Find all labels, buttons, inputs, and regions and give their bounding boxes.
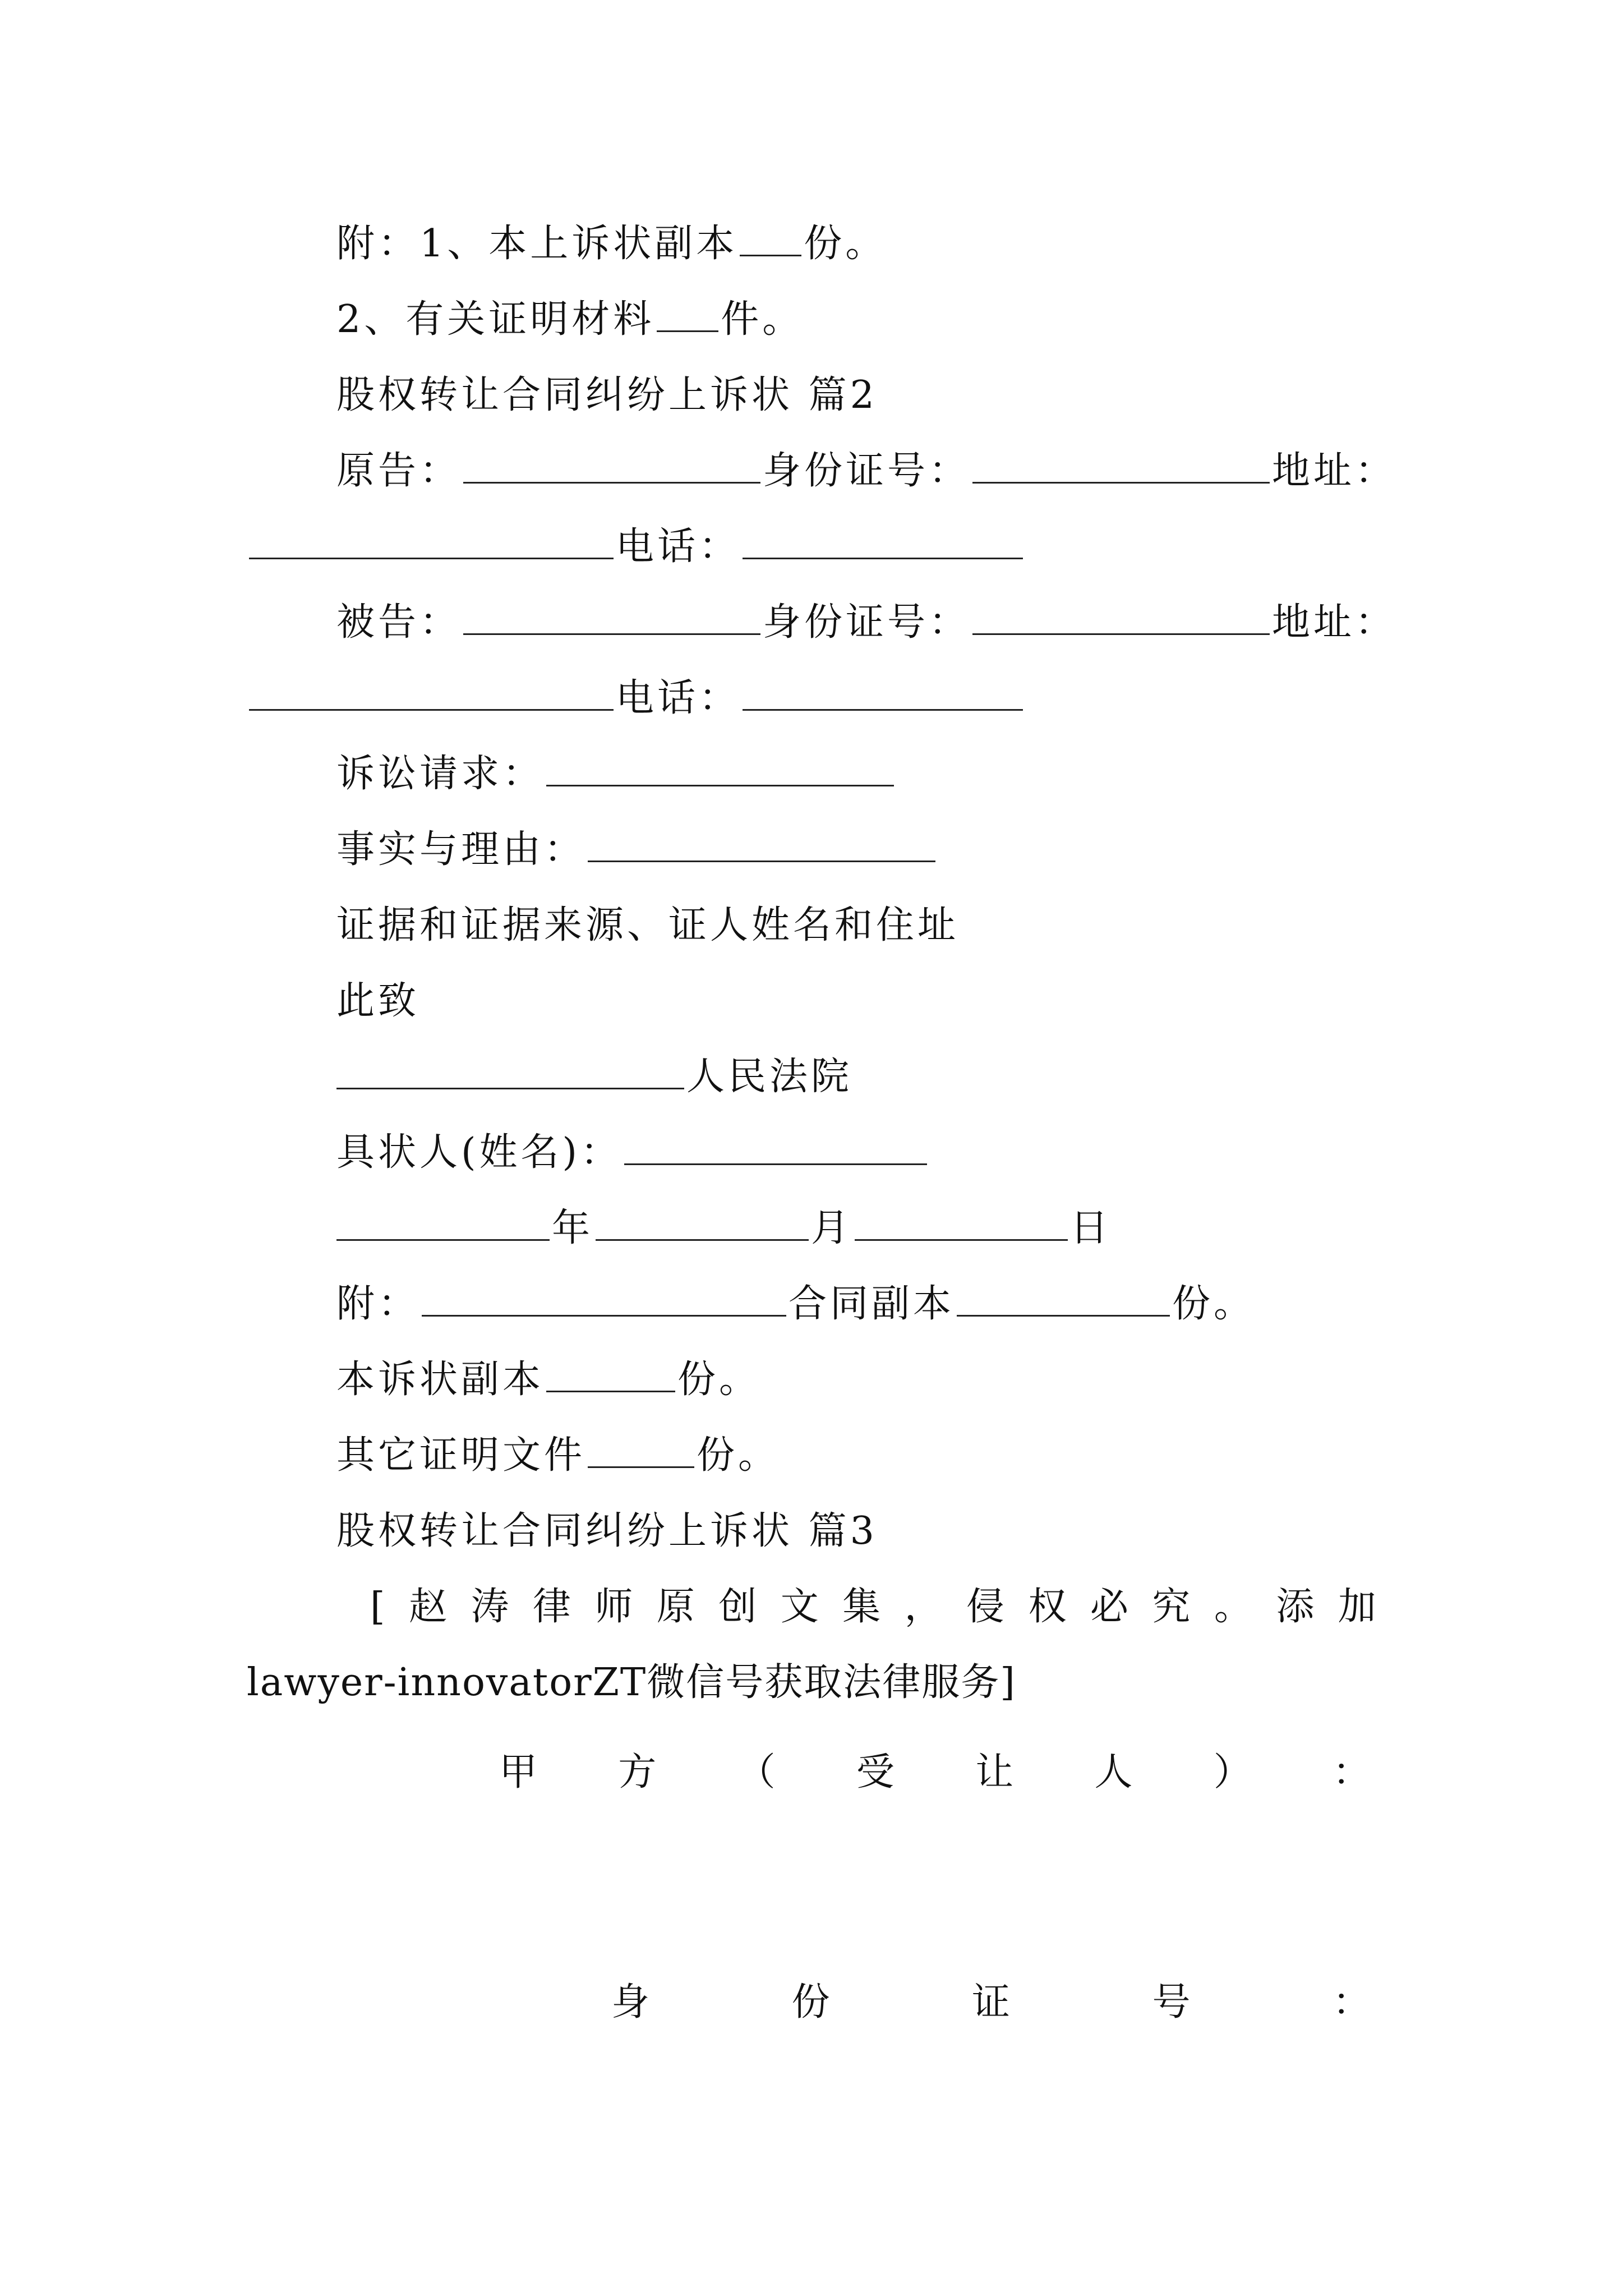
plaintiff-line [336, 446, 1397, 496]
defendant-row [336, 597, 1397, 648]
party-a-char: ） [1213, 1750, 1255, 1795]
date-year: 年 [552, 1206, 594, 1250]
blank-field [249, 524, 614, 559]
court-suffix: 人民法院 [686, 1055, 853, 1099]
party-a-char: （ [737, 1750, 779, 1795]
notice-line-2: lawyer-innovatorZT微信号获取法律服务] [247, 1660, 1016, 1705]
party-a-char: 人 [1094, 1750, 1136, 1795]
notice-char: 究 [1152, 1585, 1194, 1629]
attach-contract-prefix: 附： [336, 1282, 420, 1326]
plaintiff-phone-line [247, 522, 1025, 572]
plaintiff-address-label: 地址： [1272, 449, 1397, 493]
notice-char: 权 [1028, 1585, 1070, 1629]
id-number-char: ： [1332, 1980, 1374, 2024]
other-docs-line [336, 1430, 780, 1481]
plaintiff-phone-label: 电话： [616, 524, 741, 569]
plaintiff-row [336, 446, 1397, 496]
court-line [336, 1052, 852, 1102]
id-number-char: 号 [1152, 1980, 1194, 2024]
signer-label: 具状人(姓名)： [336, 1130, 623, 1175]
notice-char: 必 [1090, 1585, 1132, 1629]
id-number-char: 证 [971, 1980, 1013, 2024]
blank-field [588, 1433, 694, 1468]
defendant-phone-line [247, 673, 1025, 724]
id-number-char: 份 [791, 1980, 833, 2024]
party-a-char: 方 [618, 1750, 660, 1795]
attach-contract-suffix: 份。 [1172, 1282, 1256, 1326]
party-a-line [499, 1747, 1374, 1798]
id-number-line [611, 1977, 1374, 2028]
notice-char: 师 [594, 1585, 637, 1629]
attachment-line-1 [336, 219, 887, 269]
date-day: 日 [1070, 1206, 1112, 1250]
defendant-line [336, 597, 1397, 648]
date-month: 月 [811, 1206, 853, 1250]
other-docs-suffix: 份。 [697, 1433, 780, 1478]
plaintiff-label: 原告： [336, 449, 462, 493]
notice-char: ， [904, 1585, 946, 1629]
section-heading-3: 股权转让合同纠纷上诉状 篇3 [336, 1509, 878, 1553]
facts-label: 事实与理由： [336, 827, 586, 872]
notice-char: 涛 [471, 1585, 513, 1629]
blank-field [422, 1281, 786, 1317]
notice-char: 加 [1338, 1585, 1380, 1629]
party-a-char: 甲 [499, 1750, 541, 1795]
blank-field [743, 524, 1023, 559]
notice-char: 侵 [966, 1585, 1008, 1629]
attachment-line-2 [336, 295, 804, 345]
section-heading-2: 股权转让合同纠纷上诉状 篇2 [336, 373, 878, 417]
attach-contract-middle: 合同副本 [789, 1282, 955, 1326]
party-a-char: 让 [975, 1750, 1017, 1795]
blank-field [463, 600, 760, 635]
attach-contract-line [336, 1279, 1255, 1329]
copies-suffix: 份。 [677, 1358, 761, 1402]
attachment-1-prefix: 附：1、本上诉状副本 [336, 222, 738, 266]
defendant-label-group [336, 597, 1272, 648]
defendant-phone-label: 电话： [616, 676, 741, 720]
copies-prefix: 本诉状副本 [336, 1358, 545, 1402]
notice-char: 添 [1276, 1585, 1318, 1629]
date-line [336, 1203, 1112, 1254]
blank-field [972, 448, 1270, 484]
other-docs-prefix: 其它证明文件 [336, 1433, 586, 1478]
blank-field [336, 1054, 684, 1089]
notice-char: 文 [780, 1585, 822, 1629]
attachment-2-suffix: 件。 [721, 297, 804, 342]
claims-line [336, 749, 896, 799]
copies-line [336, 1355, 760, 1405]
claims-label: 诉讼请求： [336, 752, 545, 796]
id-number-char: 身 [611, 1980, 653, 2024]
attachment-1-suffix: 份。 [804, 222, 887, 266]
blank-field [740, 221, 801, 256]
notice-char: 创 [718, 1585, 760, 1629]
blank-field [546, 751, 894, 786]
party-a-char: 受 [856, 1750, 898, 1795]
blank-field [546, 1357, 675, 1392]
notice-char: 律 [532, 1585, 574, 1629]
defendant-id-label: 身份证号： [763, 600, 971, 645]
signer-line [336, 1128, 929, 1178]
blank-field [855, 1205, 1068, 1241]
facts-line [336, 825, 938, 875]
blank-field [588, 827, 935, 862]
plaintiff-label-group [336, 446, 1272, 496]
blank-field [972, 600, 1270, 635]
plaintiff-id-label: 身份证号： [763, 449, 971, 493]
blank-field [596, 1205, 809, 1241]
blank-field [624, 1130, 927, 1165]
notice-char: 原 [656, 1585, 698, 1629]
evidence-line: 证据和证据来源、证人姓名和住址 [336, 903, 960, 947]
salutation-line: 此致 [336, 979, 420, 1023]
notice-char: [ [370, 1585, 389, 1629]
blank-field [249, 675, 614, 711]
notice-char: 。 [1214, 1585, 1256, 1629]
blank-field [657, 297, 718, 332]
defendant-label: 被告： [336, 600, 462, 645]
notice-char: 赵 [408, 1585, 450, 1629]
blank-field [743, 675, 1023, 711]
blank-field [957, 1281, 1170, 1317]
notice-char: 集 [842, 1585, 884, 1629]
blank-field [336, 1205, 550, 1241]
blank-field [463, 448, 760, 484]
notice-line-1 [370, 1582, 1380, 1632]
party-a-char: ： [1332, 1750, 1374, 1795]
defendant-address-label: 地址： [1272, 600, 1397, 645]
attachment-2-prefix: 2、有关证明材料 [336, 297, 655, 342]
